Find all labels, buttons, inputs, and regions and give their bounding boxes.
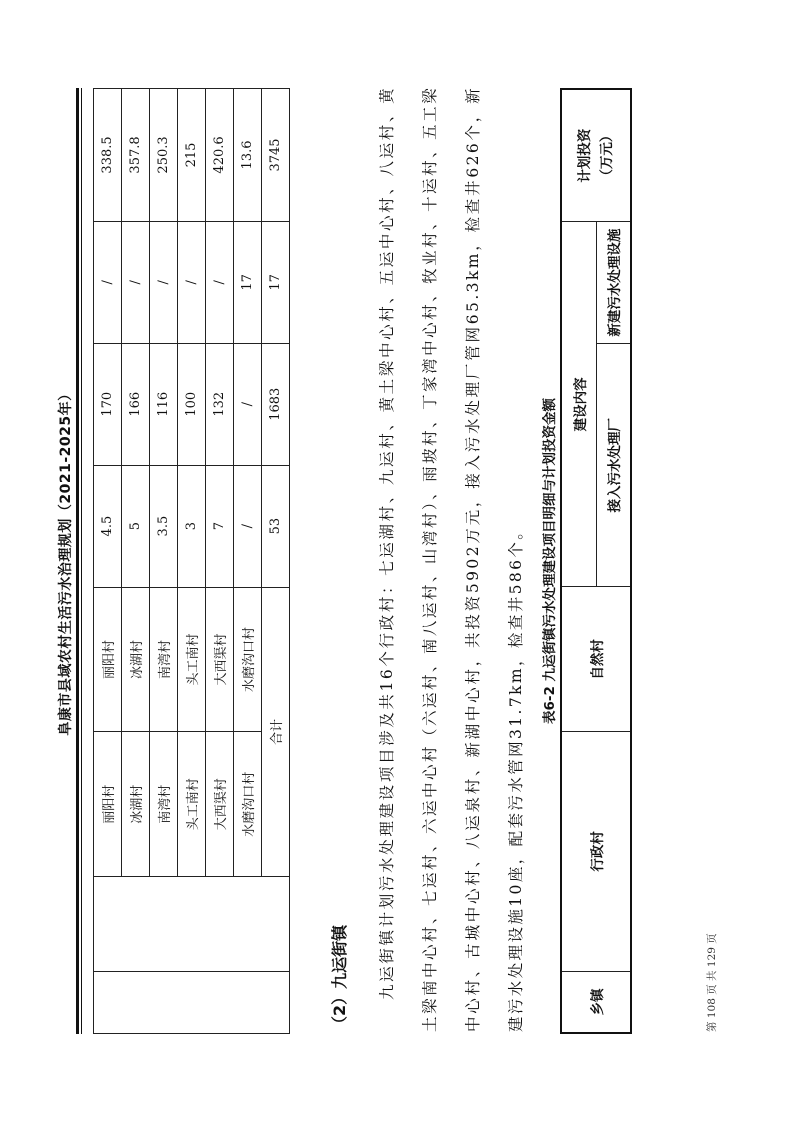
- header-rule-thick: [76, 88, 79, 1034]
- total-label: 合计: [262, 587, 290, 877]
- investment-value: 420.6: [206, 89, 234, 222]
- header-connect-plant: 接入污水处理厂: [596, 344, 631, 587]
- plant-connect-value: /: [234, 465, 262, 587]
- admin-village-name: 南湾村: [150, 732, 178, 877]
- header-township: 乡镇: [561, 971, 631, 1033]
- household-value: /: [94, 221, 122, 343]
- plant-connect-value: 3.5: [150, 465, 178, 587]
- investment-value: 338.5: [94, 89, 122, 222]
- household-value: /: [206, 221, 234, 343]
- household-value: /: [122, 221, 150, 343]
- header-investment-line2: （万元）: [599, 128, 615, 183]
- section-paragraph: 九运街镇计划污水处理建设项目涉及共16个行政村：七运湖村、九运村、黄土梁中心村、五运中心村、八运村、黄土梁南中心村、七运村、六运中心村（六运村、南八运村、山湾村）、雨坡村、丁家湾中心村、牧业村、十运村、五工梁中心村、古城中心村、八运泉村、新湖中心村，共投资5902万元，接入污水处理厂管网65.3km，检查井626个，新建污水处理设施10座，配套污水管网31.7km，检查井586个。: [378, 86, 525, 1032]
- header-new-facility: 新建污水处理设施: [596, 222, 631, 344]
- admin-village-name: 丽阳村: [94, 732, 122, 877]
- natural-village-name: 冰湖村: [122, 587, 150, 732]
- header-natural-village: 自然村: [561, 587, 631, 732]
- natural-village-name: 南湾村: [150, 587, 178, 732]
- page-footer: 第 108 页 共 129 页: [706, 933, 718, 1032]
- table-row: [94, 89, 122, 1034]
- table-caption: 表6-2 九运街镇污水处理建设项目明细与计划投资金额: [542, 397, 558, 725]
- document-header-title: 阜康市县域农村生活污水治理规划（2021-2025年）: [58, 386, 74, 736]
- admin-village-name: 冰湖村: [122, 732, 150, 877]
- header-rule-thin: [81, 88, 82, 1034]
- header-investment-line1: 计划投资: [577, 128, 593, 183]
- header-admin-village: 行政村: [561, 732, 631, 971]
- township-cell: [94, 972, 290, 1034]
- new-facility-value: /: [234, 343, 262, 465]
- household-value: /: [150, 221, 178, 343]
- section-heading: （2）九运街镇: [330, 924, 349, 1032]
- natural-village-name: 大西渠村: [206, 587, 234, 732]
- plant-connect-value: 7: [206, 465, 234, 587]
- header-construction: 建设内容: [561, 222, 596, 587]
- header-investment: [561, 89, 631, 222]
- plant-connect-value: 5: [122, 465, 150, 587]
- admin-village-name: 头工南村: [178, 732, 206, 877]
- admin-village-name: 大西渠村: [206, 732, 234, 877]
- new-facility-value: 100: [178, 343, 206, 465]
- investment-value: 215: [178, 89, 206, 222]
- new-facility-value: 132: [206, 343, 234, 465]
- new-facility-value: 166: [122, 343, 150, 465]
- admin-village-name: 水磨沟口村: [234, 732, 262, 877]
- total-investment: 3745: [262, 89, 290, 222]
- natural-village-name: 水磨沟口村: [234, 587, 262, 732]
- investment-value: 13.6: [234, 89, 262, 222]
- total-plant-connect: 53: [262, 465, 290, 587]
- plant-connect-value: 3: [178, 465, 206, 587]
- household-value: /: [178, 221, 206, 343]
- total-new-facility: 1683: [262, 343, 290, 465]
- continuation-table: [93, 88, 290, 1034]
- table-header-row: [561, 89, 596, 1033]
- new-facility-value: 170: [94, 343, 122, 465]
- natural-village-name: 丽阳村: [94, 587, 122, 732]
- natural-village-name: 头工南村: [178, 587, 206, 732]
- investment-value: 250.3: [150, 89, 178, 222]
- admin-village-cell: [94, 877, 290, 972]
- total-household: 17: [262, 221, 290, 343]
- investment-table: [560, 88, 632, 1034]
- new-facility-value: 116: [150, 343, 178, 465]
- investment-value: 357.8: [122, 89, 150, 222]
- household-value: 17: [234, 221, 262, 343]
- plant-connect-value: 4.5: [94, 465, 122, 587]
